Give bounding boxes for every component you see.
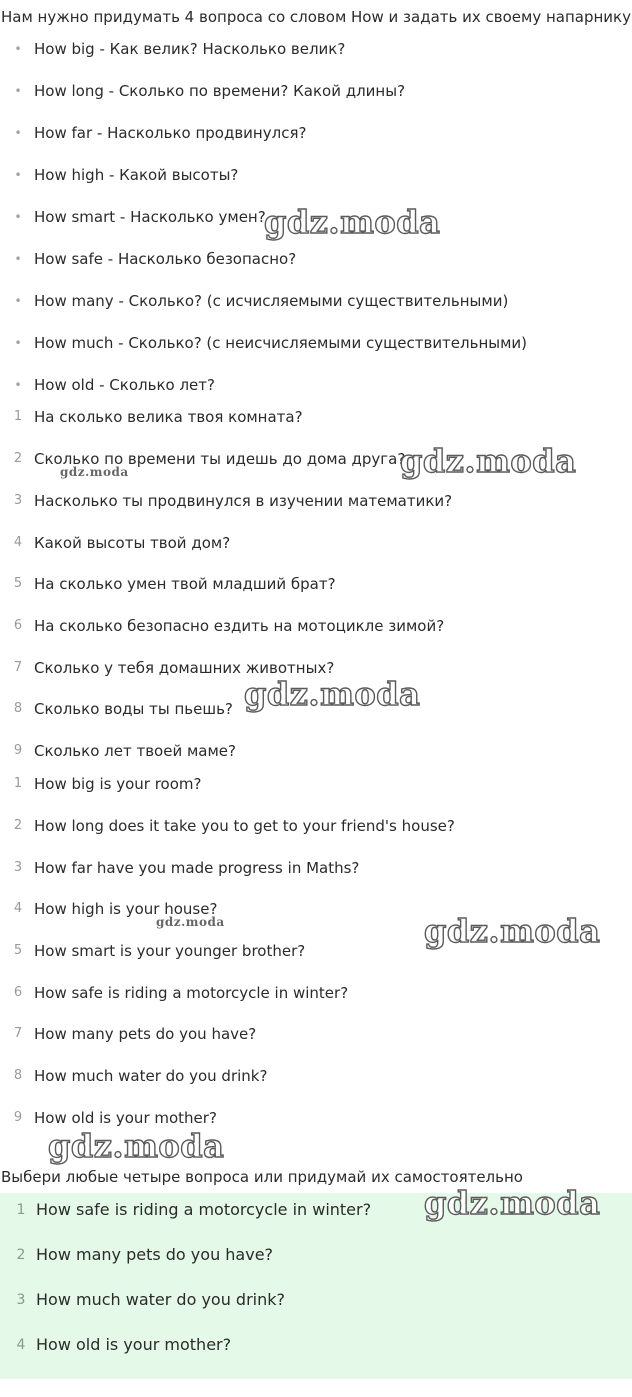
- phrase-text: How smart - Насколько умен?: [34, 208, 266, 226]
- question-text: How smart is your younger brother?: [34, 942, 306, 960]
- list-item: [0, 1243, 632, 1267]
- item-number: 1: [16, 1202, 26, 1218]
- phrase-text: How safe - Насколько безопасно?: [34, 250, 297, 268]
- list-item: [0, 406, 632, 428]
- phrase-text: How high - Какой высоты?: [34, 166, 239, 184]
- bullet-icon: •: [14, 294, 22, 308]
- item-number: 3: [16, 1292, 26, 1308]
- watermark-logo: gdz.moda: [244, 675, 421, 713]
- item-number: 5: [13, 576, 23, 591]
- list-item: [0, 982, 632, 1004]
- list-item: [0, 857, 632, 879]
- item-number: 2: [13, 818, 23, 833]
- list-item: [0, 80, 632, 102]
- list-item: [0, 1107, 632, 1129]
- list-item: [0, 1333, 632, 1357]
- question-text: How many pets do you have?: [34, 1025, 257, 1043]
- question-text: How high is your house?: [34, 900, 218, 918]
- watermark-logo: gdz.moda: [424, 1184, 601, 1222]
- item-number: 8: [13, 1068, 23, 1083]
- list-item: [0, 38, 632, 60]
- phrase-text: How much - Сколько? (с неисчисляемыми существительными): [34, 334, 528, 352]
- question-text: На сколько безопасно ездить на мотоцикле зимой?: [34, 617, 445, 635]
- question-text: Насколько ты продвинулся в изучении математики?: [34, 492, 453, 510]
- list-item: [0, 1288, 632, 1312]
- question-text: How safe is riding a motorcycle in winter?: [34, 984, 349, 1002]
- item-number: 3: [13, 493, 23, 508]
- bullet-icon: •: [14, 210, 22, 224]
- item-number: 4: [13, 901, 23, 916]
- question-text: How far have you made progress in Maths?: [34, 859, 360, 877]
- answer-text: How many pets do you have?: [36, 1245, 274, 1264]
- answer-text: How much water do you drink?: [36, 1290, 286, 1309]
- phrase-text: How old - Сколько лет?: [34, 376, 215, 394]
- intro-text: Нам нужно придумать 4 вопроса со словом How и задать их своему напарнику: [1, 8, 631, 26]
- list-item: [0, 815, 632, 837]
- bullet-icon: •: [14, 168, 22, 182]
- item-number: 3: [13, 860, 23, 875]
- list-item: [0, 122, 632, 144]
- watermark-logo: gdz.moda: [48, 1127, 225, 1165]
- item-number: 1: [13, 409, 23, 424]
- watermark-logo: gdz.moda: [60, 465, 129, 479]
- outro-text: Выбери любые четыре вопроса или придумай их самостоятельно: [1, 1168, 523, 1186]
- item-number: 2: [16, 1247, 26, 1263]
- question-text: How much water do you drink?: [34, 1067, 268, 1085]
- watermark-logo: gdz.moda: [156, 915, 225, 929]
- list-item: [0, 164, 632, 186]
- bullet-icon: •: [14, 252, 22, 266]
- item-number: 9: [13, 743, 23, 758]
- item-number: 4: [13, 535, 23, 550]
- item-number: 5: [13, 943, 23, 958]
- phrase-text: How many - Сколько? (с исчисляемыми существительными): [34, 292, 509, 310]
- item-number: 6: [13, 985, 23, 1000]
- item-number: 7: [13, 660, 23, 675]
- question-text: Какой высоты твой дом?: [34, 534, 231, 552]
- list-item: [0, 332, 632, 354]
- list-item: [0, 248, 632, 270]
- answer-text: How old is your mother?: [36, 1335, 232, 1354]
- list-item: [0, 1023, 632, 1045]
- list-item: [0, 490, 632, 512]
- list-item: [0, 532, 632, 554]
- bullet-icon: •: [14, 336, 22, 350]
- item-number: 7: [13, 1026, 23, 1041]
- question-text: How old is your mother?: [34, 1109, 217, 1127]
- list-item: [0, 290, 632, 312]
- question-text: Сколько по времени ты идешь до дома друга?: [34, 450, 406, 468]
- question-text: How big is your room?: [34, 775, 202, 793]
- bullet-icon: •: [14, 126, 22, 140]
- list-item: [0, 374, 632, 396]
- phrase-text: How far - Насколько продвинулся?: [34, 124, 307, 142]
- item-number: 2: [13, 451, 23, 466]
- item-number: 9: [13, 1110, 23, 1125]
- item-number: 1: [13, 776, 23, 791]
- list-item: [0, 773, 632, 795]
- list-item: [0, 573, 632, 595]
- question-text: Сколько у тебя домашних животных?: [34, 659, 335, 677]
- question-text: Сколько воды ты пьешь?: [34, 700, 233, 718]
- question-text: На сколько велика твоя комната?: [34, 408, 303, 426]
- phrase-text: How big - Как велик? Насколько велик?: [34, 40, 346, 58]
- watermark-logo: gdz.moda: [264, 203, 441, 241]
- bullet-icon: •: [14, 42, 22, 56]
- watermark-logo: gdz.moda: [400, 442, 577, 480]
- bullet-icon: •: [14, 84, 22, 98]
- list-item: [0, 1065, 632, 1087]
- bullet-icon: •: [14, 378, 22, 392]
- list-item: [0, 740, 632, 762]
- item-number: 8: [13, 701, 23, 716]
- item-number: 6: [13, 618, 23, 633]
- question-text: How long does it take you to get to your friend's house?: [34, 817, 455, 835]
- question-text: Сколько лет твоей маме?: [34, 742, 236, 760]
- watermark-logo: gdz.moda: [424, 912, 601, 950]
- list-item: [0, 615, 632, 637]
- answer-text: How safe is riding a motorcycle in winter?: [36, 1200, 372, 1219]
- item-number: 4: [16, 1337, 26, 1353]
- phrase-text: How long - Сколько по времени? Какой длины?: [34, 82, 406, 100]
- question-text: На сколько умен твой младший брат?: [34, 575, 336, 593]
